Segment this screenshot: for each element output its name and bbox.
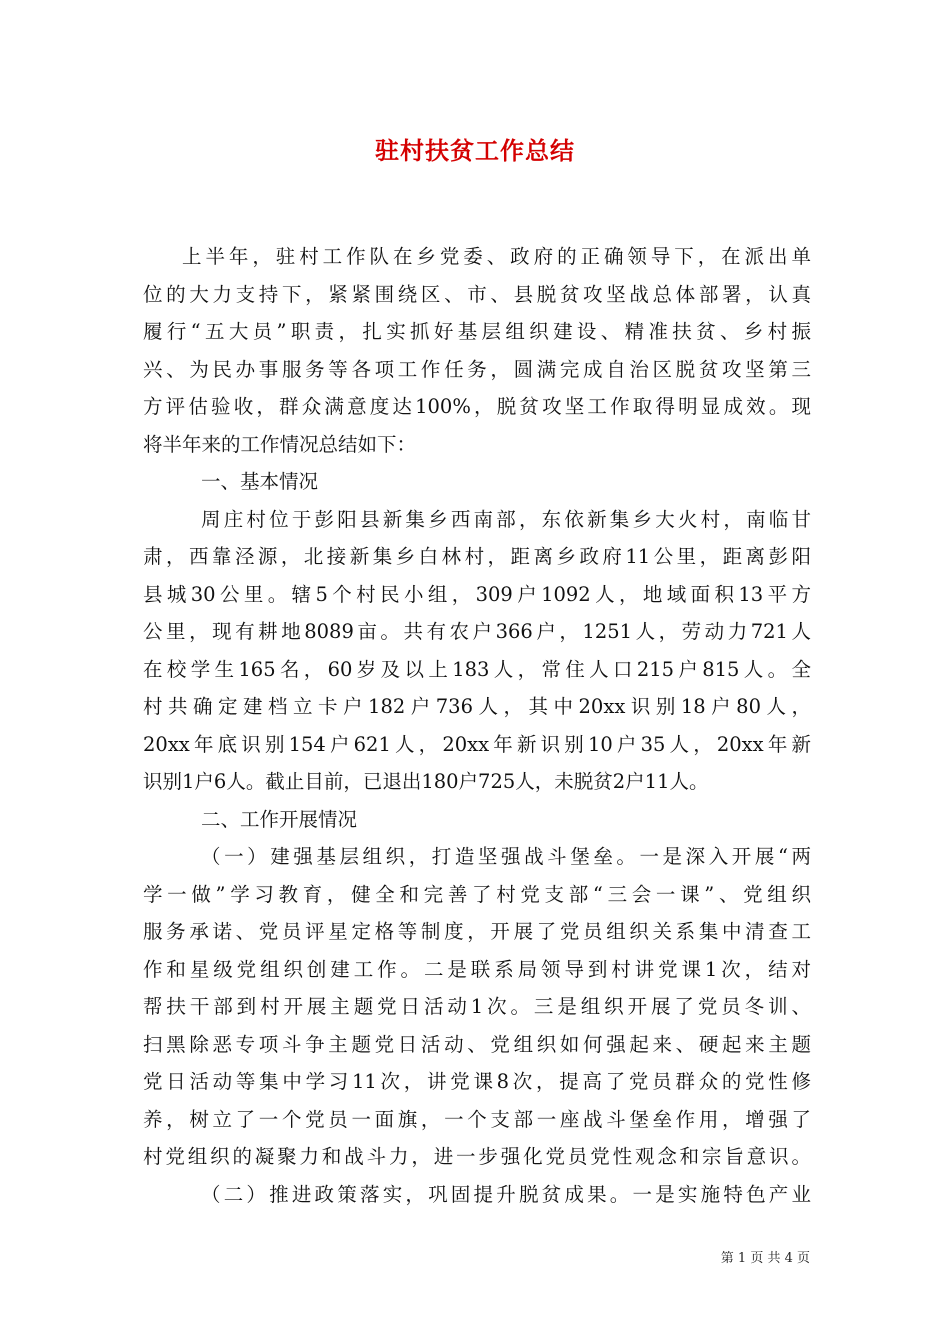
text-line: 县城30公里。辖5个村民小组，309户1092人，地域面积13平方 — [143, 582, 811, 606]
text-line: 帮扶干部到村开展主题党日活动1次。三是组织开展了党员冬训、 — [143, 995, 811, 1018]
text-line: 将半年来的工作情况总结如下： — [143, 432, 417, 456]
text-line: 识别1户6人。截止目前，已退出180户725人，未脱贫2户11人。 — [143, 770, 709, 793]
text-line: 村共确定建档立卡户182户736人，其中20xx识别18户80人， — [143, 695, 811, 718]
text-line: 作和星级党组织创建工作。二是联系局领导到村讲党课1次，结对 — [143, 957, 811, 981]
text-line: 位的大力支持下，紧紧围绕区、市、县脱贫攻坚战总体部署，认真 — [143, 282, 811, 306]
text-line: 上半年，驻村工作队在乡党委、政府的正确领导下，在派出单 — [182, 245, 811, 268]
text-line: 肃，西靠泾源，北接新集乡白林村，距离乡政府11公里，距离彭阳 — [143, 545, 811, 568]
text-line: （二）推进政策落实，巩固提升脱贫成果。一是实施特色产业 — [201, 1182, 811, 1206]
text-line: 公里，现有耕地8089亩。共有农户366户，1251人，劳动力721人 — [143, 620, 811, 643]
document-body — [143, 238, 811, 1213]
text-line: 党日活动等集中学习11次，讲党课8次，提高了党员群众的党性修 — [143, 1070, 811, 1093]
text-line: 养，树立了一个党员一面旗，一个支部一座战斗堡垒作用，增强了 — [143, 1107, 811, 1131]
text-line: 村党组织的凝聚力和战斗力，进一步强化党员党性观念和宗旨意识。 — [143, 1145, 811, 1168]
section-heading: 二、工作开展情况 — [201, 807, 358, 831]
text-line: 履行“五大员”职责，扎实抓好基层组织建设、精准扶贫、乡村振 — [143, 320, 811, 343]
text-line: 方评估验收，群众满意度达100%，脱贫攻坚工作取得明显成效。现 — [143, 395, 811, 418]
section-heading: 一、基本情况 — [201, 470, 319, 493]
document-title: 驻村扶贫工作总结 — [375, 136, 575, 165]
text-line: 学一做”学习教育，健全和完善了村党支部“三会一课”、党组织 — [143, 882, 811, 906]
text-line: 扫黑除恶专项斗争主题党日活动、党组织如何强起来、硬起来主题 — [143, 1032, 811, 1056]
page-number: 第 1 页 共 4 页 — [720, 1251, 810, 1266]
text-line: （一）建强基层组织，打造坚强战斗堡垒。一是深入开展“两 — [201, 845, 811, 868]
text-line: 服务承诺、党员评星定格等制度，开展了党员组织关系集中清查工 — [143, 920, 811, 943]
text-line: 兴、为民办事服务等各项工作任务，圆满完成自治区脱贫攻坚第三 — [143, 357, 811, 381]
text-line: 20xx年底识别154户621人，20xx年新识别10户35人，20xx年新 — [143, 732, 811, 756]
text-line: 周庄村位于彭阳县新集乡西南部，东依新集乡大火村，南临甘 — [201, 507, 811, 531]
text-line: 在校学生165名，60岁及以上183人，常住人口215户815人。全 — [143, 657, 811, 681]
